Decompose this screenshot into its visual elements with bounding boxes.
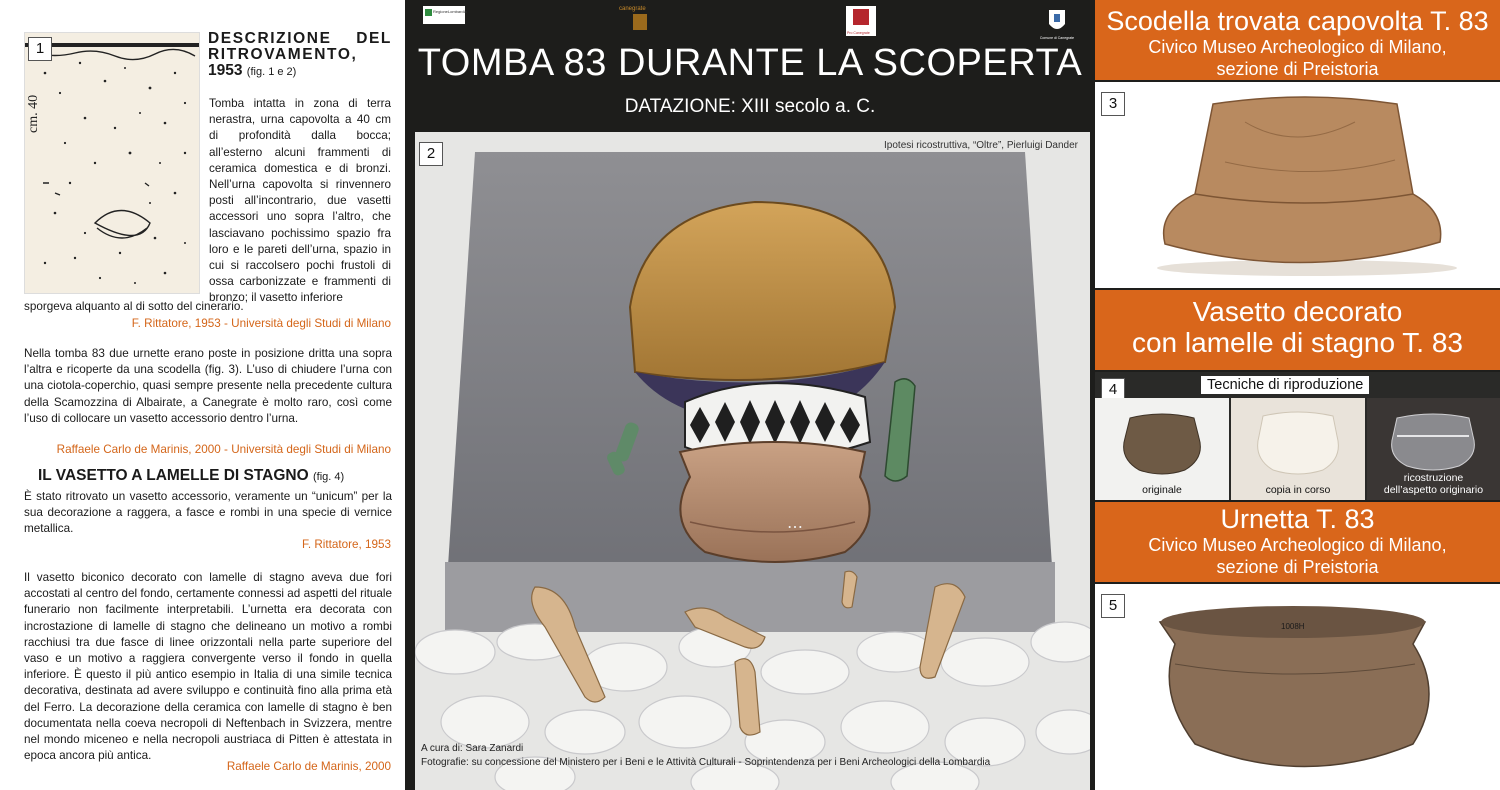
thumb-reconstruction-label-line1: ricostruzione	[1403, 472, 1464, 484]
thumb-copy-label: copia in corso	[1265, 484, 1331, 496]
page-title: TOMBA 83 DURANTE LA SCOPERTA	[417, 42, 1083, 84]
tin-vase-paragraph: È stato ritrovato un vasetto accessorio, veramente un “unicum” per la sua decorazione a raggera, a fasce e rombi in una specie di vernice metallica.	[24, 490, 392, 536]
thumb-copy	[1231, 398, 1365, 500]
tin-vase-credit: F. Rittatore, 1953	[301, 538, 391, 551]
photo-credit: Fotografie: su concessione del Ministero per i Beni e le Attività Culturali - Soprintendenza per i Beni Archeologici della Lombardia	[421, 757, 991, 768]
canegrate-logo-text: canegrate	[619, 6, 646, 12]
depth-label: cm. 40	[26, 94, 41, 133]
pro-canegrate-text: Pro Canegrate	[847, 31, 870, 35]
discovery-paragraph: Tomba intatta in zona di terra nerastra, urna capovolta a 40 cm di profondità dalla bocca; all’esterno alcuni frammenti di ceramica domestica e di bronzi. Nell’urna capovolta si rinvennero posti all’incontrario, due vasetti accessori uno sopra l’altro, che lasciavano pochissimo spazio fra loro e le pareti dell’urna, spazio in cui si raccolsero pochi frustoli di ossa carbonizzate e frammenti di bronzo; il vasetto inferiore	[209, 97, 391, 305]
urn-heading-section: sezione di Preistoria	[1216, 557, 1379, 577]
regione-lombardia-logo	[423, 6, 465, 24]
comune-text: Comune di Canegrate	[1039, 36, 1075, 40]
thumb-reconstruction-label	[1367, 472, 1500, 496]
tin-vase-heading-line1: Vasetto decorato	[1192, 296, 1403, 327]
figure-4-reproduction-techniques	[1095, 372, 1500, 500]
left-text-column	[0, 0, 405, 790]
bowl-heading-museum: Civico Museo Archeologico di Milano,	[1148, 37, 1447, 57]
bowl-heading	[1095, 0, 1500, 80]
tomb-credit: Raffaele Carlo de Marinis, 2000 - Università degli Studi di Milano	[56, 443, 391, 456]
dating-subtitle: DATAZIONE: XIII secolo a. C.	[624, 96, 876, 117]
bowl-heading-section: sezione di Preistoria	[1216, 59, 1379, 79]
discovery-paragraph-tail: sporgeva alquanto al di sotto del cinerario.	[24, 300, 244, 313]
figure-2-reconstruction	[415, 132, 1090, 790]
section-title-year-line	[208, 63, 392, 80]
urn-heading	[1095, 502, 1500, 582]
curator-credit: A cura di: Sara Zanardi	[421, 743, 524, 754]
figure-2-number: 2	[419, 142, 443, 166]
center-panel	[405, 0, 1095, 790]
thumb-original	[1095, 398, 1229, 500]
figure-5-urn-photo	[1095, 584, 1500, 790]
urn-heading-museum: Civico Museo Archeologico di Milano,	[1148, 535, 1447, 555]
tin-vase-heading	[1095, 290, 1500, 370]
biconic-vase-paragraph: Il vasetto biconico decorato con lamelle di stagno aveva due fori accostati al centro del fondo, certamente connessi ad aspetti del rituale funerario non facilmente interpretabili. L’urnetta era decorata con incrostazione di lamelle di stagno che delineano un motivo a rombi racchiusi tra due fasce di linee orizzontali nella parte superiore del vaso e un motivo a raggiera convergente verso il fondo in quella inferiore. È questo il più antico esempio in Italia di una simile tecnica decorativa, destinata ad avere sviluppo e continuità fino alla prima età del Ferro. La decorazione della ceramica con lamelle di stagno è ben documentata nella coeva necropoli di Neftenbach in Svizzera, mentre nel mondo miceneo e nella necropoli austriaca di Pitten è attestata in epoca ancora più antica.	[24, 571, 392, 763]
figure-4-number: 4	[1101, 378, 1125, 402]
tin-vase-heading-line2: con lamelle di stagno T. 83	[1131, 327, 1464, 358]
figure-reference: (fig. 1 e 2)	[246, 66, 297, 78]
thumb-reconstruction	[1367, 398, 1500, 500]
section-title-tin-vase	[38, 467, 344, 485]
right-panel	[1095, 0, 1500, 790]
illustration-caption: Ipotesi ricostruttiva, “Oltre”, Pierluigi Dander	[884, 140, 1078, 151]
bowl-photo-image	[1095, 82, 1500, 288]
section-title-discovery: DESCRIZIONE DEL RITROVAMENTO,	[208, 30, 392, 63]
thumb-original-label: originale	[1142, 484, 1182, 496]
techniques-label: Tecniche di riproduzione	[1201, 376, 1369, 394]
tin-vase-figref: (fig. 4)	[313, 471, 345, 483]
figure-3-number: 3	[1101, 92, 1125, 116]
figure-5-number: 5	[1101, 594, 1125, 618]
svg-text:⋯: ⋯	[787, 519, 803, 536]
center-credits	[421, 742, 990, 770]
figure-3-bowl-photo	[1095, 82, 1500, 288]
urn-inscription: 1008H	[1281, 622, 1305, 631]
tomb-reconstruction-illustration	[415, 132, 1090, 790]
tomb-paragraph: Nella tomba 83 due urnette erano poste in posizione dritta una sopra l’altra e ricoperte da una scodella (fig. 3). L’uso di chiudere l’urna con una ciotola-coperchio, quasi sempre presente nella precedente cultura della Scamozzina di Albairate, a Canegrate è molto raro, così come l’uso di collocare un vasetto accessorio dentro l’urna.	[24, 347, 392, 425]
bowl-heading-title: Scodella trovata capovolta T. 83	[1106, 6, 1489, 36]
thumb-reconstruction-label-line2: dell’aspetto originario	[1383, 484, 1484, 496]
section-year: 1953	[208, 62, 243, 79]
comune-crest-icon	[1045, 6, 1069, 40]
regione-lombardia-text: RegioneLombardia	[433, 9, 467, 14]
urn-heading-title: Urnetta T. 83	[1220, 504, 1375, 534]
discovery-credit: F. Rittatore, 1953 - Università degli Studi di Milano	[131, 317, 391, 330]
tin-vase-title: IL VASETTO A LAMELLE DI STAGNO	[38, 467, 309, 484]
canegrate-logo	[619, 6, 663, 34]
figure-1-excavation-drawing	[24, 32, 200, 294]
urn-photo-image	[1095, 584, 1500, 790]
figure-1-number: 1	[28, 37, 52, 61]
excavation-sketch	[25, 33, 200, 294]
pro-canegrate-logo	[846, 6, 876, 36]
sponsor-logos	[405, 0, 1095, 40]
comune-logo	[1039, 6, 1075, 40]
biconic-vase-credit: Raffaele Carlo de Marinis, 2000	[226, 760, 391, 773]
